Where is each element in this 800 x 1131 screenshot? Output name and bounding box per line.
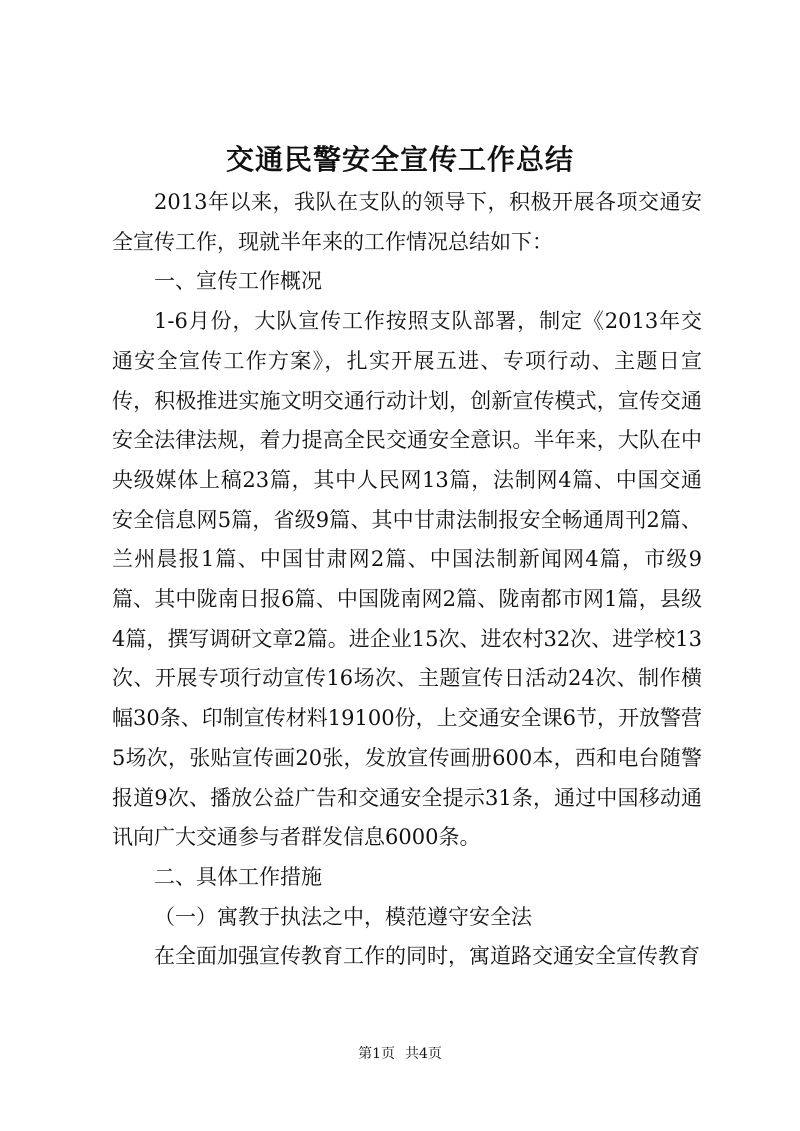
overview-paragraph: 1-6月份，大队宣传工作按照支队部署，制定《2013年交通安全宣传工作方案》，扎实开展五进、专项行动、主题日宣传，积极推进实施文明交通行动计划，创新宣传模式，宣传交通安全法律法规，着力提高全民交通安全意识。半年来，大队在中央级媒体上稿23篇，其中人民网13篇，法制网4篇、中国交通安全信息网5篇，省级9篇、其中甘肃法制报安全畅通周刊2篇、兰州晨报1篇、中国甘肃网2篇、中国法制新闻网4篇，市级9篇、其中陇南日报6篇、中国陇南网2篇、陇南都市网1篇，县级4篇，撰写调研文章2篇。进企业15次、进农村32次、进学校13次、开展专项行动宣传16场次、主题宣传日活动24次、制作横幅30条、印制宣传材料19100份，上交通安全课6节，开放警营5场次，张贴宣传画20张，发放宣传画册600本，西和电台随警报道9次、播放公益广告和交通安全提示31条，通过中国移动通讯向广大交通参与者群发信息6000条。: [112, 309, 702, 850]
document-title: 交通民警安全宣传工作总结: [225, 143, 574, 176]
section-heading-measures: 二、具体工作措施: [154, 864, 322, 889]
subsection-heading-1: （一）寓教于执法之中，模范遵守安全法: [154, 904, 532, 929]
section-heading-overview: 一、宣传工作概况: [154, 269, 322, 294]
page-footer: [0, 1044, 800, 1064]
page-number: 第1页: [358, 1046, 395, 1062]
intro-paragraph: 2013年以来，我队在支队的领导下，积极开展各项交通安全宣传工作，现就半年来的工作情况总结如下：: [112, 190, 702, 254]
document-body: [112, 183, 702, 977]
page-total: 共4页: [405, 1046, 442, 1062]
measures-paragraph: 在全面加强宣传教育工作的同时，寓道路交通安全宣传教育: [154, 944, 700, 969]
